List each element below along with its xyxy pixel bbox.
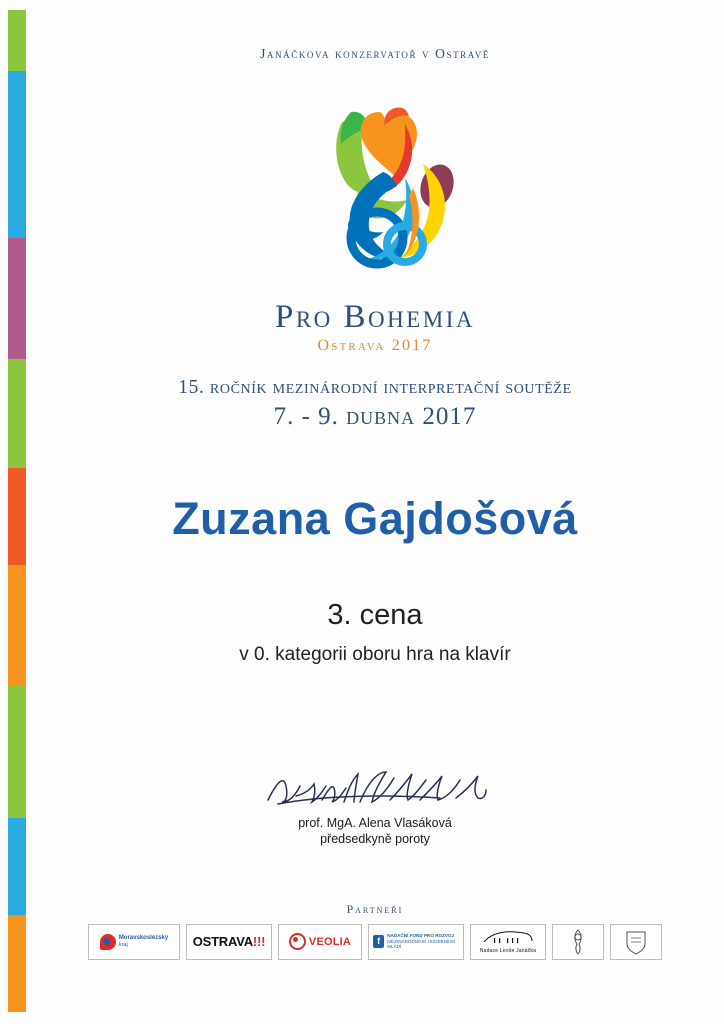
signatory-role: předsedkyně poroty (320, 831, 430, 846)
partner-label-line1: Moravskoslezský (118, 935, 169, 942)
competition-date: 7. - 9. dubna 2017 (273, 402, 477, 430)
stripe-segment (8, 359, 26, 468)
competition-edition: 15. ročník mezinárodní interpretační soutěže (178, 376, 572, 398)
stripe-segment (8, 238, 26, 359)
certificate-content (36, 0, 714, 1024)
partner-logo-nadace-leos-janacek (470, 924, 546, 960)
stripe-segment (8, 468, 26, 565)
partner-label-line2: kraj (118, 941, 128, 948)
signatory-name: prof. MgA. Alena Vlasáková (298, 815, 452, 830)
crest-emblem-icon (565, 928, 591, 956)
decorative-color-stripe (8, 10, 26, 1012)
stripe-segment (8, 915, 26, 1012)
stripe-segment (8, 71, 26, 238)
partner-label-line1: NADAČNÍ FOND PRO ROZVOJ (387, 933, 455, 939)
partner-label-ostrava: OSTRAVA (192, 934, 253, 950)
partner-label-veolia: VEOLIA (308, 935, 352, 948)
stripe-segment (8, 565, 26, 686)
prize-title: 3. cena (327, 598, 423, 631)
veolia-icon (289, 933, 306, 950)
handwritten-signature (260, 766, 490, 812)
partner-logo-moravskoslezsky-kraj (88, 924, 180, 960)
partner-logo-emblem-1 (552, 924, 604, 960)
moravskoslezsky-kraj-icon (100, 934, 116, 950)
partner-label-nadace-leos-janacek: Nadace Leoše Janáčka (479, 948, 537, 955)
piano-keys-icon (482, 929, 534, 945)
nadacni-fond-icon: f (373, 935, 384, 948)
partner-logo-nadacni-fond (368, 924, 464, 960)
laureate-name: Zuzana Gajdošová (172, 492, 578, 544)
partner-logo-veolia (278, 924, 362, 960)
partners-heading: Partneři (346, 903, 404, 916)
partner-logo-emblem-2 (610, 924, 662, 960)
brand-title: Pro Bohemia (274, 299, 476, 335)
stripe-segment (8, 686, 26, 817)
partner-logo-ostrava (186, 924, 272, 960)
prize-category: v 0. kategorii oboru hra na klavír (239, 643, 511, 665)
signature-block (36, 766, 714, 846)
partner-logos (55, 924, 695, 960)
stripe-segment (8, 10, 26, 71)
partner-label-ostrava-accent: !!! (252, 934, 266, 950)
partner-label-line2: MEZINÁRODNÍHO HUDEBNÍHO MLÁDÍ (387, 938, 456, 950)
brand-block (36, 300, 714, 355)
stripe-segment (8, 818, 26, 915)
brand-subtitle: Ostrava 2017 (317, 336, 433, 354)
shield-emblem-icon (623, 928, 649, 956)
pro-bohemia-logo (255, 68, 495, 298)
issuing-school: Janáčkova konzervatoř v Ostravě (260, 46, 490, 61)
